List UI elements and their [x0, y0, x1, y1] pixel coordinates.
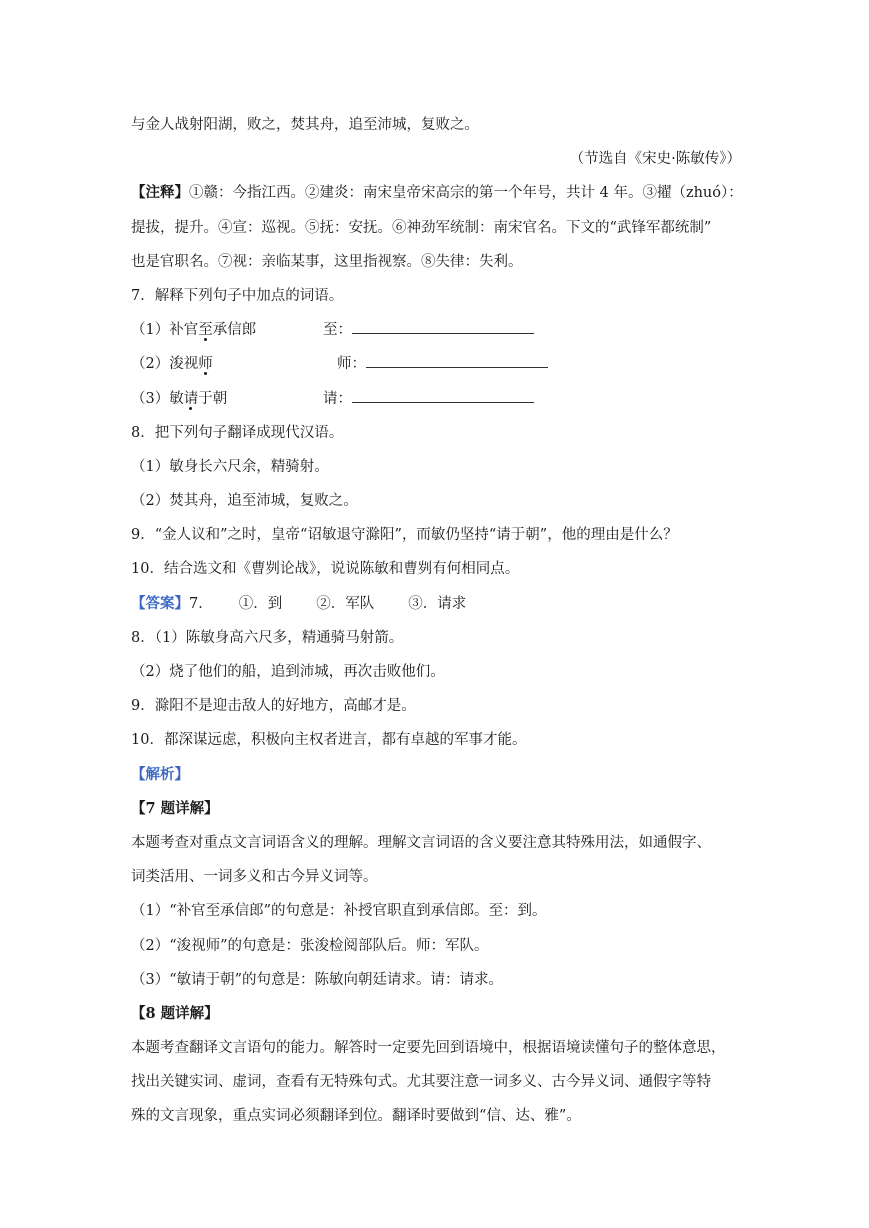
answer-blank-1[interactable]: [352, 317, 534, 334]
notes-text-1: ①赣：今指江西。②建炎：南宋皇帝宋高宗的第一个年号，共计 4 年。③擢（zhuó）：: [189, 185, 743, 202]
question-7-title: 7．解释下列句子中加点的词语。: [131, 287, 344, 304]
question-9: 9．“金人议和”之时，皇帝“诏敏退守滁阳”，而敏仍坚持“请于朝”，他的理由是什么？: [131, 527, 678, 544]
question-8-sentence-2: （2）焚其舟，追至沛城，复败之。: [131, 493, 358, 510]
answer-blank-2[interactable]: [366, 351, 548, 368]
answer-option-2: ②．军队: [316, 595, 375, 612]
answer-key: 请：: [323, 390, 352, 407]
question-10: 10．结合选文和《曹刿论战》，说说陈敏和曹刿有何相同点。: [131, 561, 520, 578]
analysis-7-item-3: （3）“敏请于朝”的句意是：陈敏向朝廷请求。请：请求。: [131, 971, 504, 988]
analysis-7-para-1: 本题考查对重点文言词语含义的理解。理解文言词语的含义要注意其特殊用法，如通假字、: [131, 834, 711, 851]
analysis-7-heading: 【7 题详解】: [131, 799, 219, 817]
answer-key: 师：: [337, 356, 366, 373]
dotted-word: 至: [198, 322, 213, 339]
answer-blank-3[interactable]: [352, 386, 534, 403]
passage-end: 与金人战射阳湖，败之，焚其舟，追至沛城，复败之。: [131, 117, 479, 133]
question-8-sentence-1: （1）敏身长六尺余，精骑射。: [131, 458, 329, 475]
question-7-item-2: （2）浚视师 师：: [131, 347, 741, 381]
document-page: [131, 108, 741, 1134]
notes-line-1: [131, 176, 741, 210]
answer-9: 9．滁阳不是迎击敌人的好地方，高邮才是。: [131, 698, 416, 715]
question-7-item-1: （1）补官至承信郎 至：: [131, 313, 741, 347]
answer-line-7: 【答案】7． ①．到 ②．军队 ③．请求: [131, 587, 741, 621]
analysis-7-item-1: （1）“补官至承信郎”的句意是：补授官职直到承信郎。至：到。: [131, 903, 547, 920]
answer-key: 至：: [323, 322, 352, 339]
dotted-word: 请: [183, 390, 199, 407]
analysis-8-para-3: 殊的文言现象，重点实词必须翻译到位。翻译时要做到“信、达、雅”。: [131, 1108, 581, 1125]
answer-8-2: （2）烧了他们的船，追到沛城，再次击败他们。: [131, 664, 445, 680]
analysis-8-para-1: 本题考查翻译文言语句的能力。解答时一定要先回到语境中，根据语境读懂句子的整体意思，: [131, 1040, 726, 1057]
notes-line-2: 提拔，提升。④宣：巡视。⑤抚：安抚。⑥神劲军统制：南宋官名。下文的“武锋军都统制”: [131, 219, 712, 236]
answer-10: 10．都深谋远虑，积极向主权者进言，都有卓越的军事才能。: [131, 732, 527, 749]
dotted-word: 师: [198, 356, 213, 373]
answer-8-1: 8．（1）陈敏身高六尺多，精通骑马射箭。: [131, 629, 404, 646]
analysis-label: 【解析】: [131, 765, 189, 783]
notes-label: 【注释】: [131, 184, 189, 202]
answer-label: 【答案】: [131, 594, 189, 612]
answer-option-3: ③．请求: [408, 595, 467, 612]
question-7-item-3: （3）敏请于朝 请：: [131, 382, 741, 416]
analysis-7-para-2: 词类活用、一词多义和古今异义词等。: [131, 869, 378, 886]
analysis-7-item-2: （2）“浚视师”的句意是：张浚检阅部队后。师：军队。: [131, 937, 489, 954]
answer-option-1: ①．到: [238, 595, 283, 612]
analysis-8-para-2: 找出关键实词、虚词，查看有无特殊句式。尤其要注意一词多义、古今异义词、通假字等特: [131, 1074, 711, 1091]
analysis-8-heading: 【8 题详解】: [131, 1004, 219, 1022]
question-8-title: 8．把下列句子翻译成现代汉语。: [131, 424, 344, 441]
passage-source: （节选自《宋史·陈敏传》）: [569, 151, 741, 168]
notes-line-3: 也是官职名。⑦视：亲临某事，这里指视察。⑧失律：失利。: [131, 253, 523, 270]
